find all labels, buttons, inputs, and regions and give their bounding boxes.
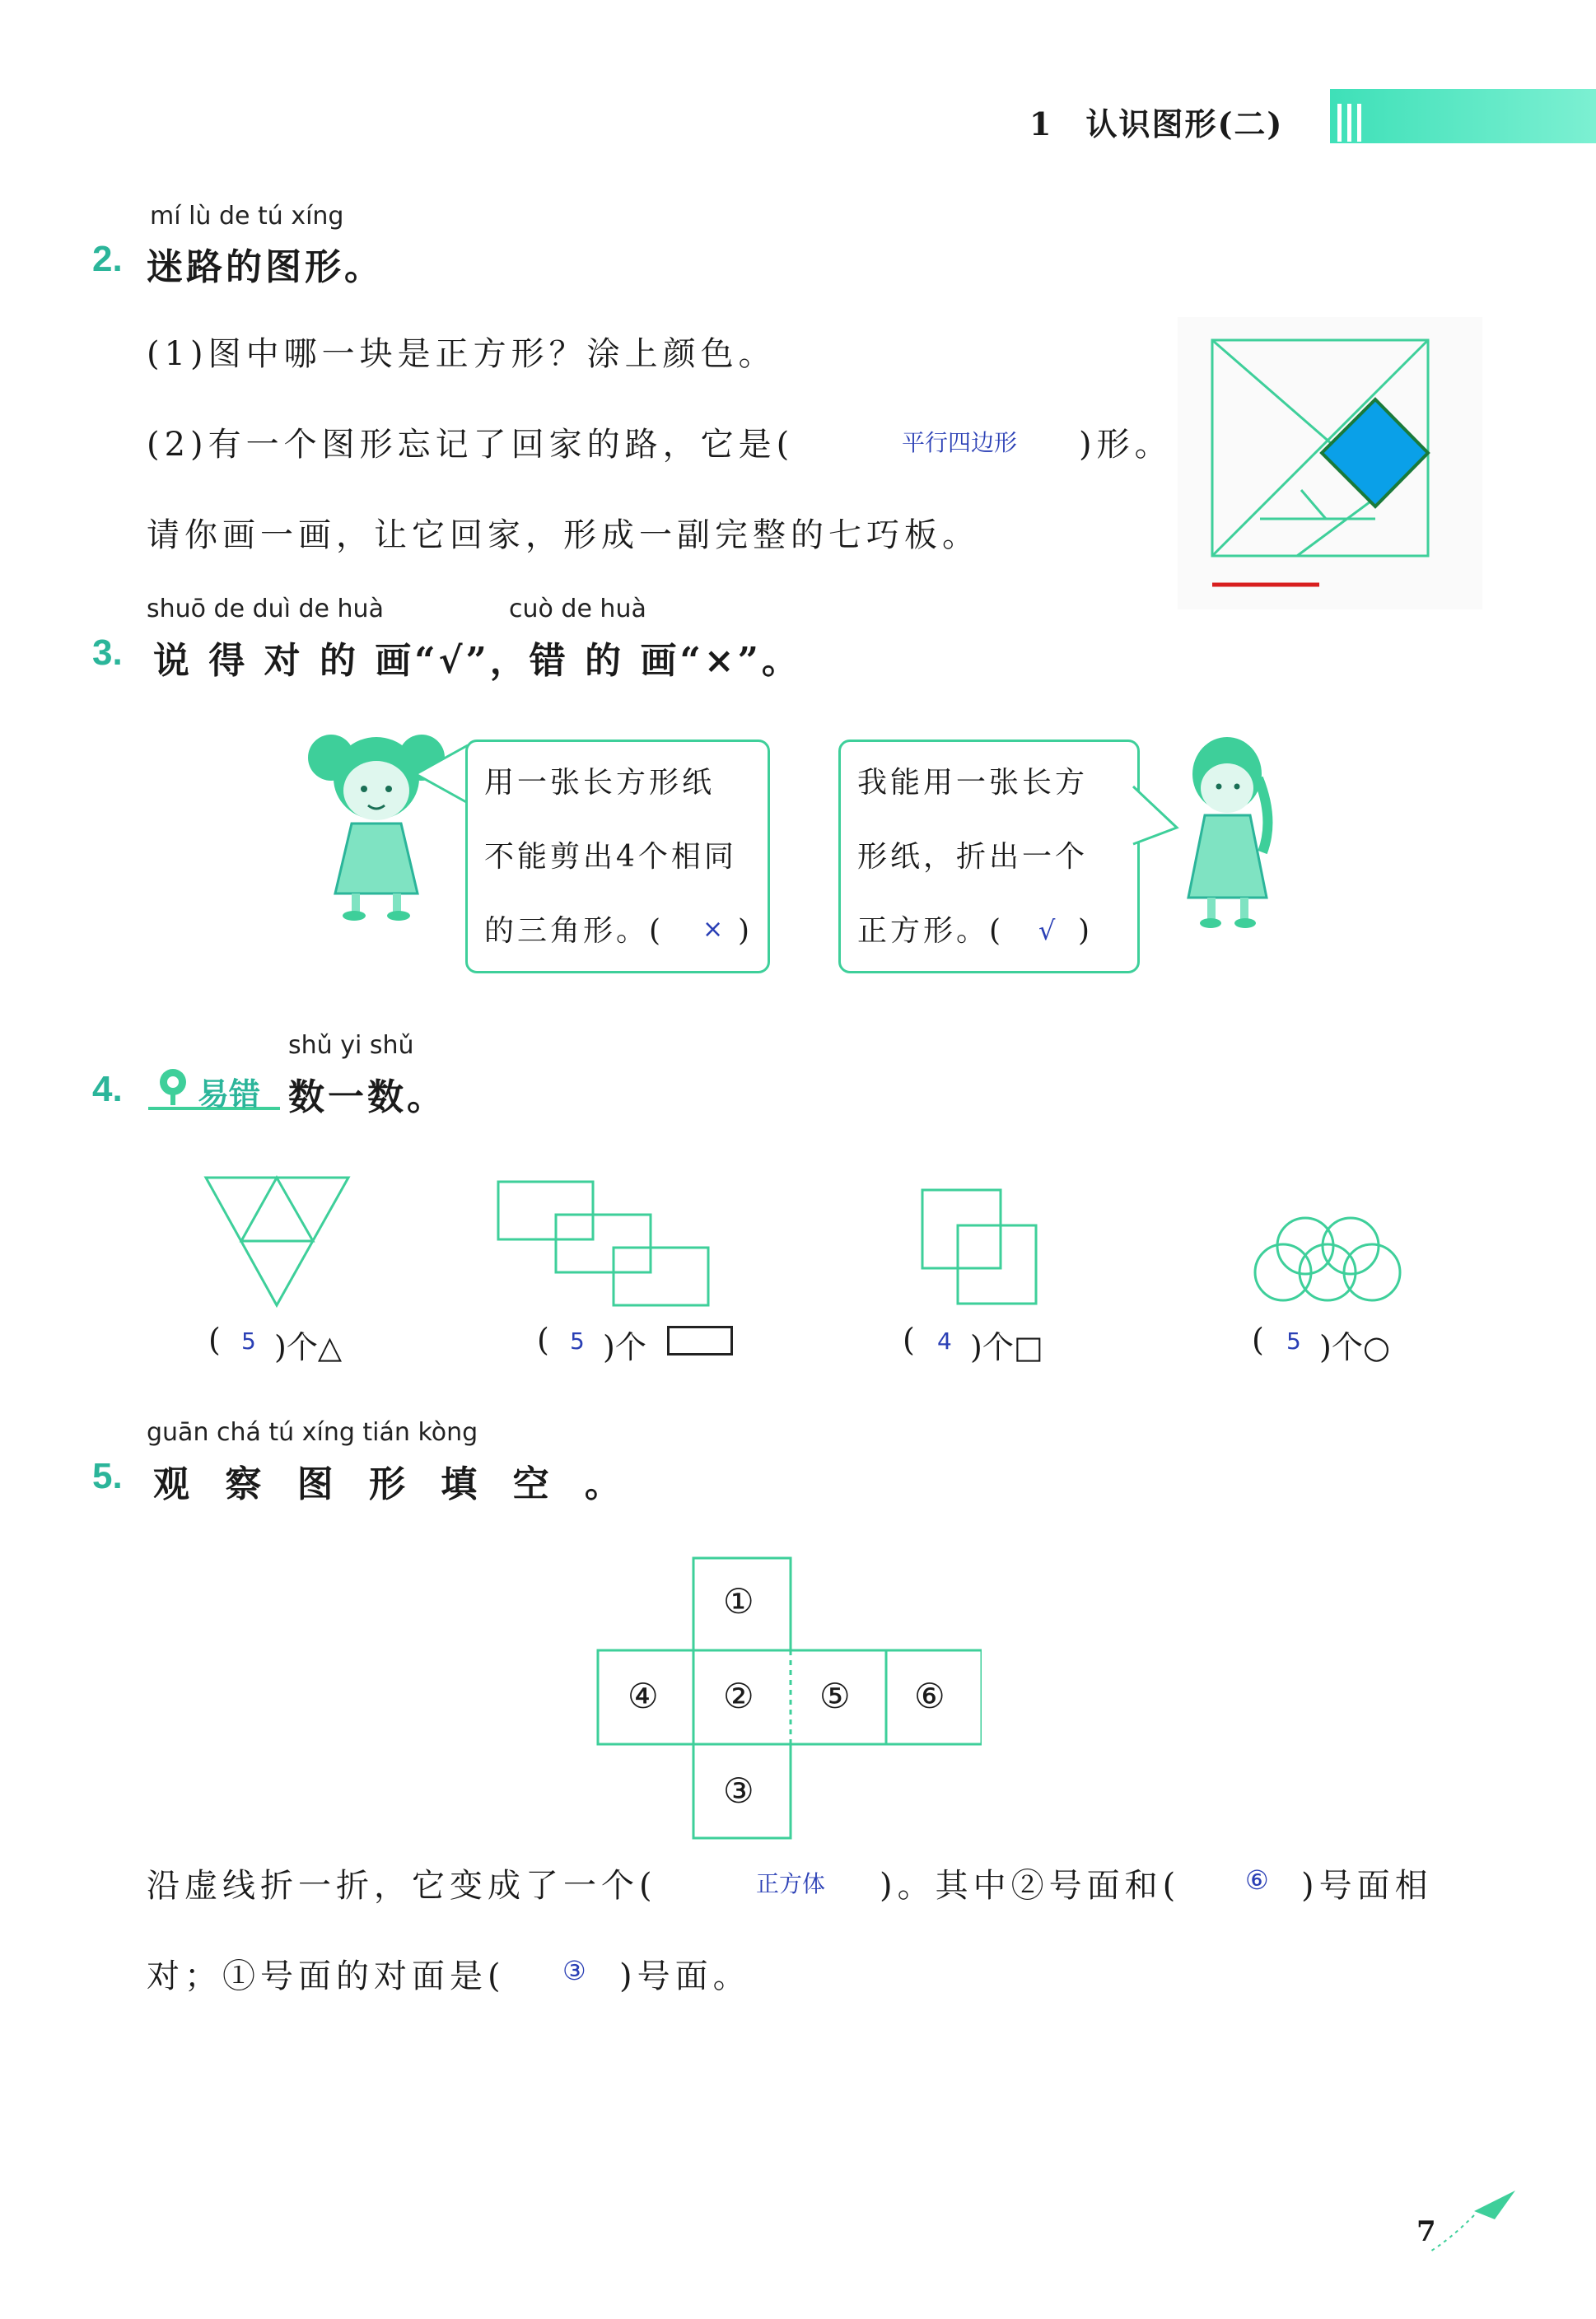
- q5-number: 5.: [92, 1456, 123, 1496]
- bubble-right-tail: [1132, 782, 1181, 848]
- q2-pinyin: mí lù de tú xíng: [150, 202, 344, 231]
- cube-face-5: ⑤: [819, 1676, 851, 1716]
- bubble-left-close: ): [738, 914, 754, 948]
- cube-face-1: ①: [723, 1581, 754, 1621]
- square-figure: [918, 1186, 1042, 1309]
- q3-number: 3.: [92, 632, 123, 673]
- bubble-left-line2: 不能剪出4个相同: [484, 840, 737, 874]
- girl-right-illustration: [1176, 729, 1283, 935]
- bubble-right-line1: 我能用一张长方: [857, 766, 1089, 800]
- speech-bubble-left: [465, 740, 770, 973]
- header-stripes: [1336, 104, 1369, 142]
- q2-answer: 平行四边形: [902, 429, 1018, 456]
- q2-line2a: (2)有一个图形忘记了回家的路，它是(: [147, 426, 795, 464]
- bubble-right-line3: 正方形。(: [857, 914, 1005, 948]
- q5-line2b: )号面。: [619, 1957, 751, 1995]
- bubble-left-answer: ×: [702, 915, 724, 944]
- rectangle-symbol: [667, 1326, 733, 1355]
- q4-pinyin: shǔ yi shǔ: [288, 1031, 414, 1060]
- cube-face-2: ②: [723, 1676, 754, 1716]
- count-rectangle-close: )个: [603, 1329, 646, 1365]
- count-circle-open: (: [1252, 1322, 1264, 1358]
- q2-title: 迷路的图形。: [147, 246, 384, 288]
- triangle-figure: [202, 1173, 354, 1313]
- q4-title: 数一数。: [288, 1076, 446, 1118]
- bubble-left-line3: 的三角形。(: [484, 914, 665, 948]
- q5-line2a: 对；①号面的对面是(: [147, 1957, 506, 1995]
- q5-pinyin: guān chá tú xíng tián kòng: [147, 1418, 478, 1447]
- count-triangle-open: (: [208, 1322, 221, 1358]
- rectangle-figure: [494, 1178, 716, 1309]
- count-square-close: )个□: [970, 1329, 1043, 1365]
- page-number: 7: [1416, 2215, 1436, 2248]
- q5-answer2: ⑥: [1245, 1864, 1269, 1896]
- header-bar: [1330, 89, 1596, 143]
- count-square-open: (: [903, 1322, 915, 1358]
- q3-pinyin-1: shuō de duì de huà: [147, 595, 384, 623]
- bubble-left-line1: 用一张长方形纸: [484, 766, 716, 800]
- count-rectangle-open: (: [537, 1322, 549, 1358]
- error-prone-badge-text: 易错: [198, 1076, 261, 1113]
- count-circle-close: )个○: [1319, 1329, 1390, 1365]
- q3-pinyin-2: cuò de huà: [509, 595, 646, 623]
- q5-line1a: 沿虚线折一折，它变成了一个(: [147, 1867, 657, 1905]
- speech-bubble-right: [838, 740, 1140, 973]
- q4-number: 4.: [92, 1069, 123, 1109]
- q2-line1: (1)图中哪一块是正方形？涂上颜色。: [147, 335, 777, 373]
- q2-line3: 请你画一画，让它回家，形成一副完整的七巧板。: [147, 516, 980, 554]
- count-triangle-close: )个△: [274, 1329, 343, 1365]
- bubble-right-close: ): [1078, 914, 1094, 948]
- bubble-right-line2: 形纸，折出一个: [857, 840, 1089, 874]
- q2-line2b: )形。: [1079, 426, 1173, 464]
- count-triangle-answer: 5: [241, 1327, 256, 1355]
- q5-answer3: ③: [562, 1955, 586, 1986]
- cube-face-3: ③: [723, 1771, 754, 1811]
- q2-number: 2.: [92, 239, 123, 279]
- count-circle-answer: 5: [1286, 1327, 1301, 1355]
- q3-title: 说 得 对 的 画“√”，错 的 画“×”。: [153, 640, 801, 682]
- tangram-figure: [1178, 317, 1482, 609]
- q5-line1b: )。其中②号面和(: [880, 1867, 1181, 1905]
- q5-answer1: 正方体: [756, 1870, 826, 1897]
- count-square-answer: 4: [937, 1327, 952, 1355]
- count-rectangle-answer: 5: [570, 1327, 585, 1355]
- cube-face-4: ④: [628, 1676, 659, 1716]
- paper-plane-icon: [1425, 2182, 1524, 2256]
- circle-figure: [1252, 1215, 1404, 1313]
- bubble-left-tail: [412, 741, 469, 807]
- bubble-right-answer: √: [1038, 915, 1056, 946]
- cube-face-6: ⑥: [914, 1676, 945, 1716]
- chapter-title: 1 认识图形(二): [1029, 105, 1284, 142]
- q5-line1c: )号面相: [1301, 1867, 1433, 1905]
- q5-title: 观 察 图 形 填 空 。: [153, 1463, 632, 1505]
